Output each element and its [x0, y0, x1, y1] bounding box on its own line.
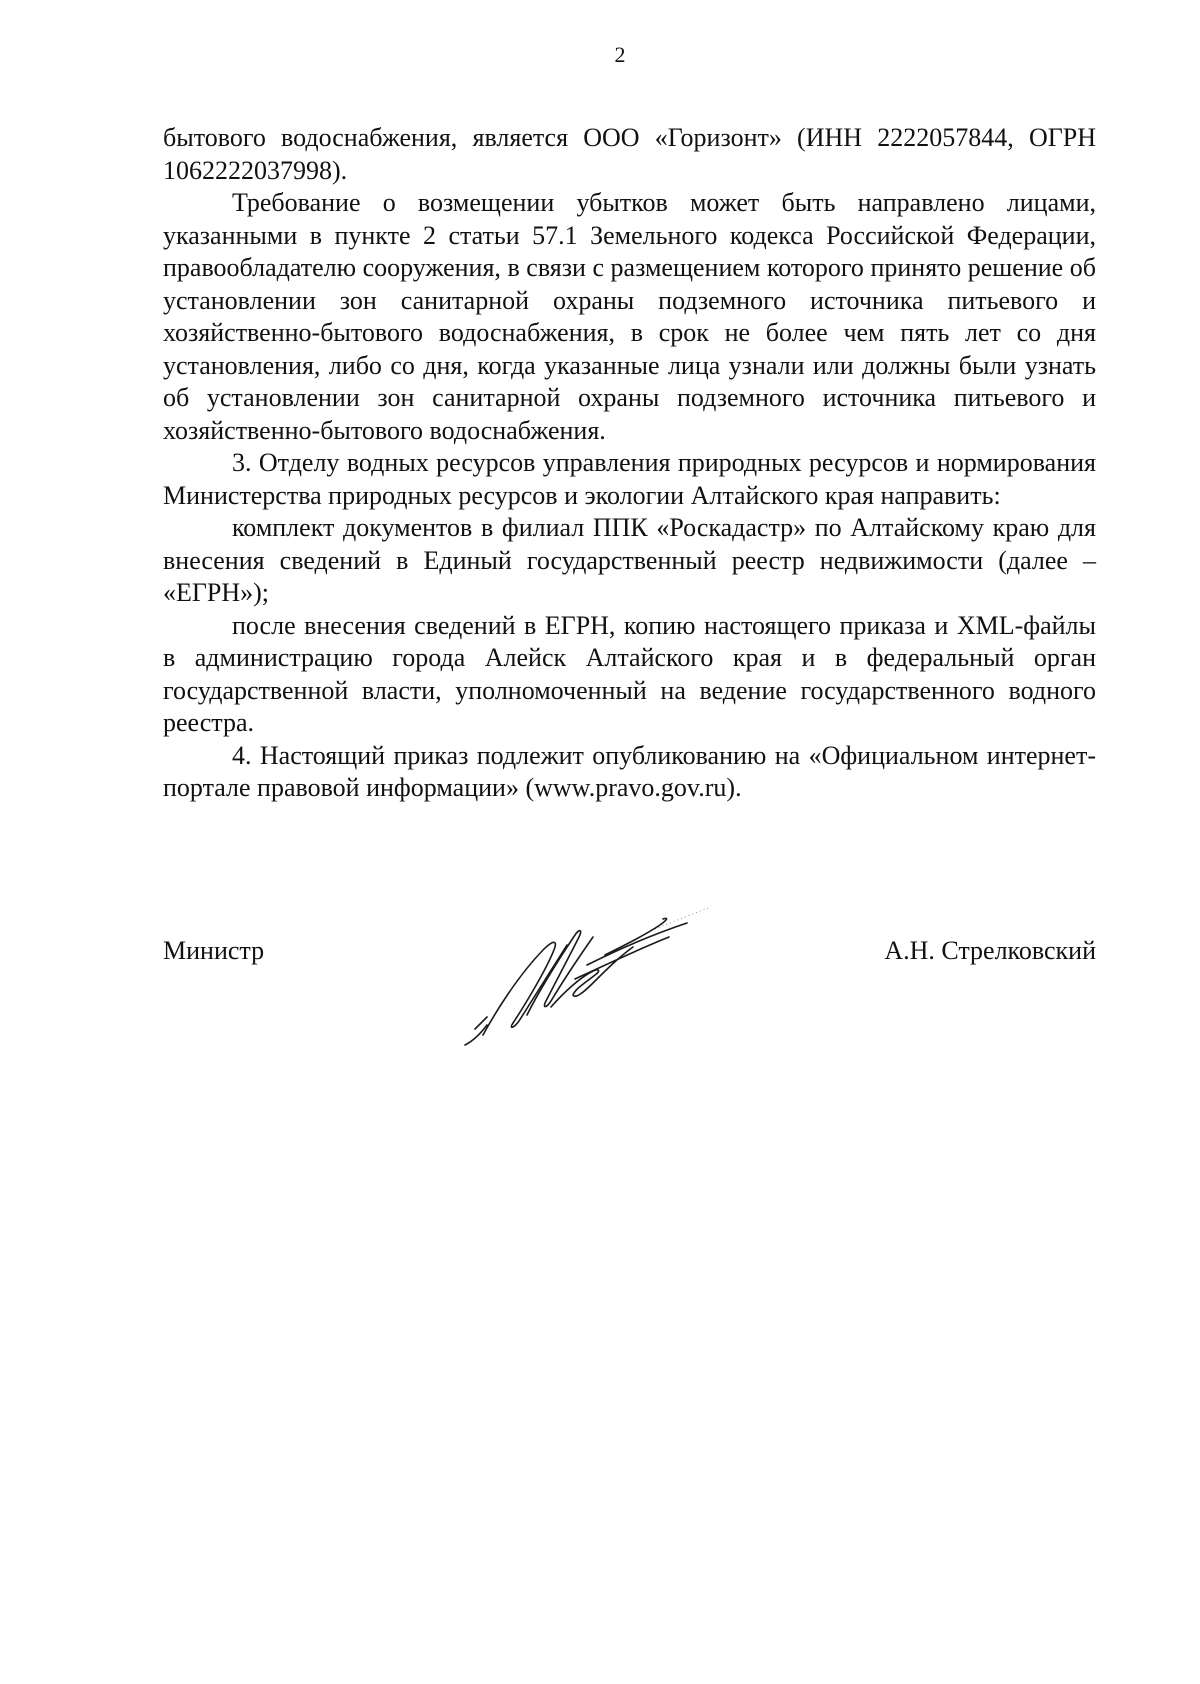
handwritten-signature [455, 895, 715, 1060]
page-number: 2 [614, 42, 626, 67]
paragraph-item-4: 4. Настоящий приказ подлежит опубликованию на «Официальном интернет-портале правовой информации» (www.pravo.gov.ru). [163, 740, 1096, 802]
signatory-name: А.Н. Стрелковский [884, 936, 1096, 965]
paragraph-damages-claim: Требование о возмещении убытков может быть направлено лицами, указанными в пункте 2 статьи 57.1 Земельного кодекса Российской Федерации, правообладателю сооружения, в связи с размещением которого принято решение об установлении зон санитарной охраны подземного источника питьевого и хозяйственно-бытового водоснабжения, в срок не более чем пять лет со дня установления, либо со дня, когда указанные лица узнали или должны были узнать об установлении зон санитарной охраны подземного источника питьевого и хозяйственно-бытового водоснабжения. [163, 188, 1096, 445]
paragraph-item-3: 3. Отделу водных ресурсов управления природных ресурсов и нормирования Министерства природных ресурсов и экологии Алтайского края направить: [163, 448, 1096, 510]
paragraph-item-3-copies: после внесения сведений в ЕГРН, копию настоящего приказа и XML-файлы в администрацию города Алейск Алтайского края и в федеральный орган государственной власти, уполномоченный на ведение государственного водного реестра. [163, 610, 1096, 737]
paragraph-continuation: бытового водоснабжения, является ООО «Горизонт» (ИНН 2222057844, ОГРН 1062222037998). [163, 123, 1096, 185]
signatory-position: Министр [163, 936, 265, 965]
document-body [163, 122, 1096, 805]
paragraph-item-3-documents: комплект документов в филиал ППК «Роскадастр» по Алтайскому краю для внесения сведений в Единый государственный реестр недвижимости (далее – «ЕГРН»); [163, 513, 1096, 607]
